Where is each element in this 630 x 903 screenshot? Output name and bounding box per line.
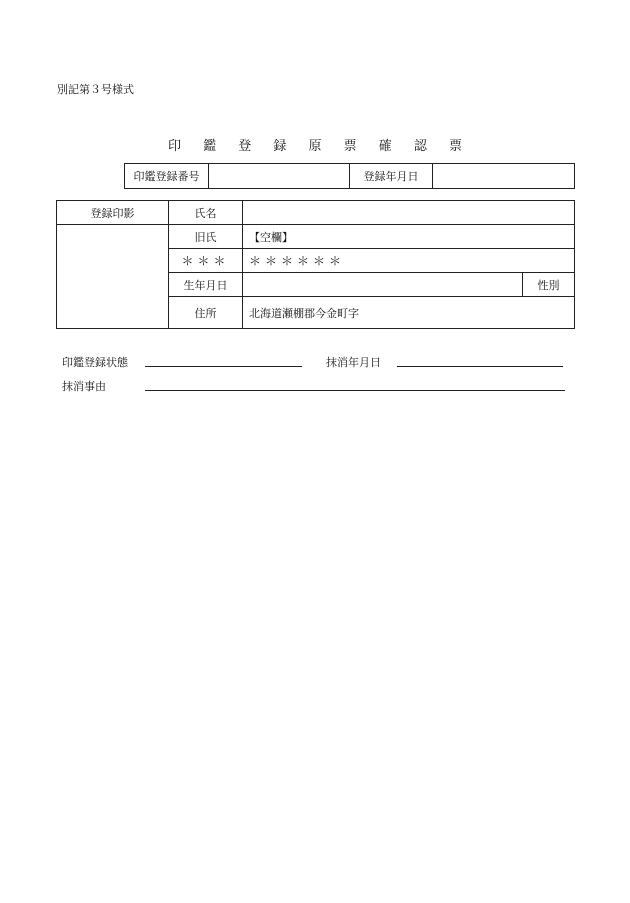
- cancellation-reason-label: 抹消事由: [62, 380, 106, 393]
- former-name-label: 旧氏: [169, 225, 243, 249]
- registrant-table: [56, 200, 575, 329]
- form-number-label: 別記第３号様式: [57, 83, 134, 96]
- birth-date-label: 生年月日: [169, 273, 243, 297]
- address-value: 北海道瀬棚郡今金町字: [243, 297, 575, 329]
- address-label: 住所: [169, 297, 243, 329]
- registration-date-value: [433, 164, 575, 189]
- sex-label: 性別: [523, 273, 575, 297]
- registration-number-value: [209, 164, 350, 189]
- former-name-value: 【空欄】: [243, 225, 575, 249]
- registered-stamp-label: 登録印影: [57, 201, 169, 225]
- cancellation-reason-line: [145, 390, 565, 391]
- registration-status-label: 印鑑登録状態: [62, 356, 128, 369]
- registered-stamp-area: [57, 225, 169, 329]
- masked-label: ＊＊＊: [169, 249, 243, 273]
- former-name-row: [57, 225, 575, 249]
- registration-status-line: [145, 366, 302, 367]
- cancellation-date-label: 抹消年月日: [326, 356, 381, 369]
- masked-value: ＊＊＊＊＊＊: [243, 249, 575, 273]
- document-title: 印 鑑 登 録 原 票 確 認 票: [167, 139, 472, 154]
- birth-date-value: [243, 273, 523, 297]
- name-label: 氏名: [169, 201, 243, 225]
- cancellation-date-line: [397, 366, 563, 367]
- registration-table: [124, 163, 575, 189]
- registration-date-label: 登録年月日: [350, 164, 433, 189]
- name-value: [243, 201, 575, 225]
- registration-number-label: 印鑑登録番号: [125, 164, 209, 189]
- registration-row: [125, 164, 575, 189]
- name-row: [57, 201, 575, 225]
